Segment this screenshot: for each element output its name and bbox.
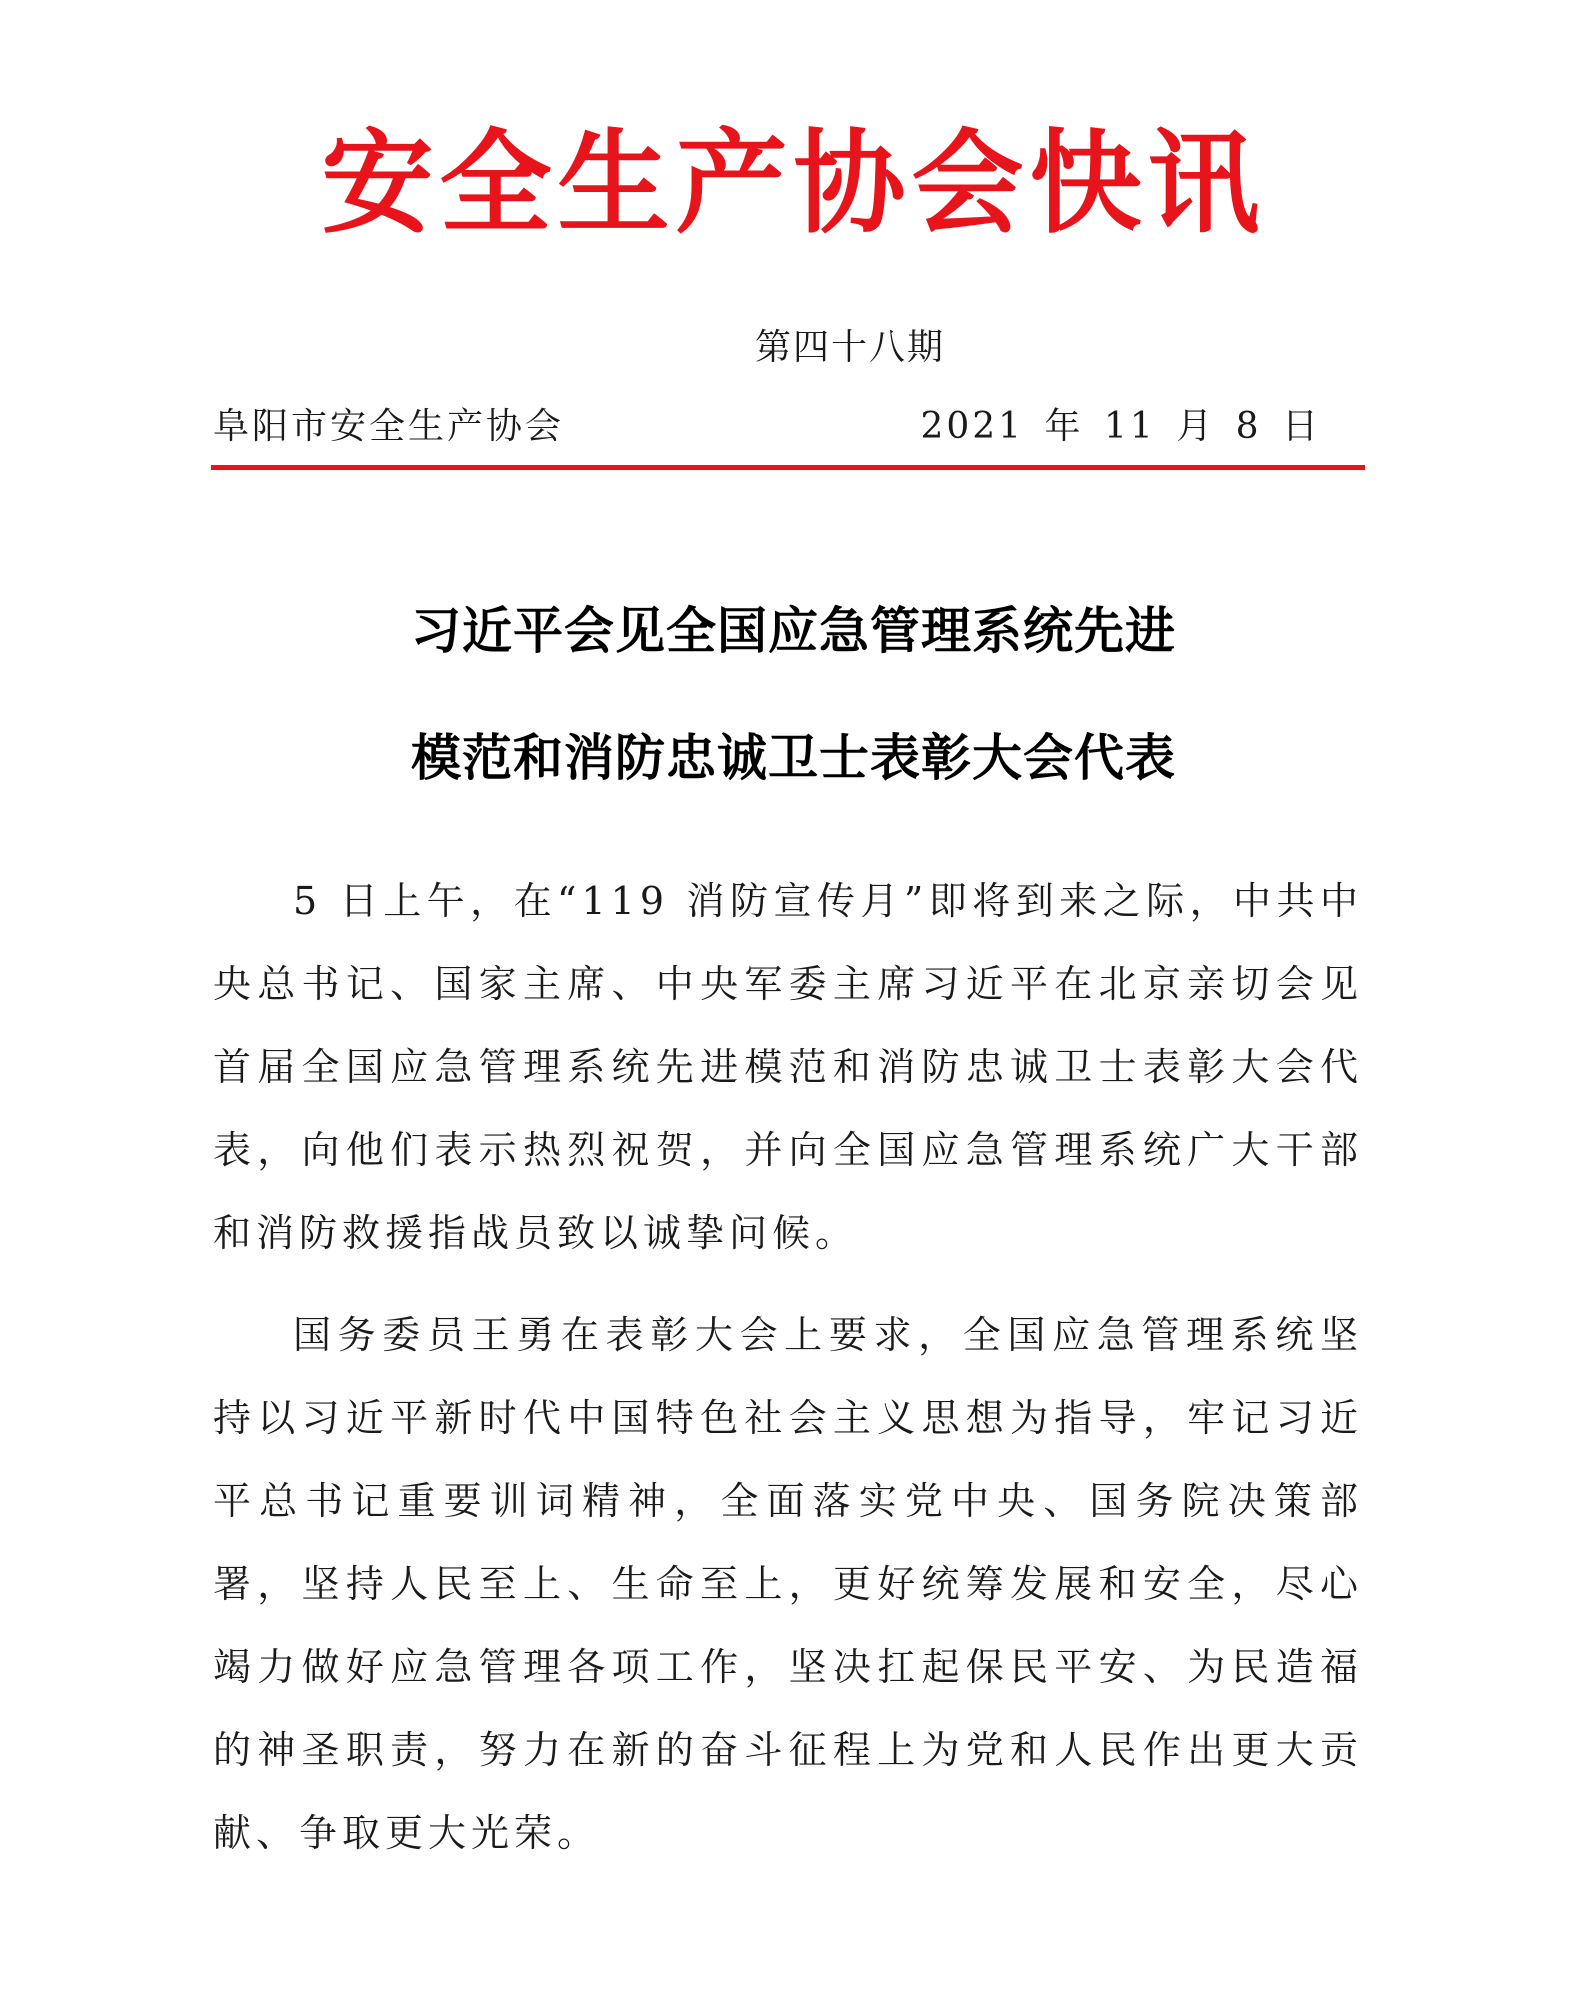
article-paragraph-1: 5 日上午，在“119 消防宣传月”即将到来之际，中共中央总书记、国家主席、中央军委主席习近平在北京亲切会见首届全国应急管理系统先进模范和消防忠诚卫士表彰大会代表，向他们表示热烈祝贺，并向全国应急管理系统广大干部和消防救援指战员致以诚挚问候。 bbox=[213, 879, 1363, 1255]
article-paragraph-2: 国务委员王勇在表彰大会上要求，全国应急管理系统坚持以习近平新时代中国特色社会主义思想为指导，牢记习近平总书记重要训词精神，全面落实党中央、国务院决策部署，坚持人民至上、生命至上，更好统筹发展和安全，尽心竭力做好应急管理各项工作，坚决扛起保民平安、为民造福的神圣职责，努力在新的奋斗征程上为党和人民作出更大贡献、争取更大光荣。 bbox=[213, 1313, 1363, 1855]
publisher-name: 阜阳市安全生产协会 bbox=[213, 406, 565, 447]
red-divider-line bbox=[211, 465, 1365, 470]
article-headline-line-2: 模范和消防忠诚卫士表彰大会代表 bbox=[411, 729, 1176, 787]
newsletter-masthead-title: 安全生产协会快讯 bbox=[321, 118, 1266, 249]
meta-row bbox=[213, 404, 1343, 450]
publication-date: 2021 年 11 月 8 日 bbox=[920, 406, 1321, 447]
article-headline-line-1: 习近平会见全国应急管理系统先进 bbox=[411, 602, 1176, 660]
issue-number: 第四十八期 bbox=[754, 327, 945, 368]
